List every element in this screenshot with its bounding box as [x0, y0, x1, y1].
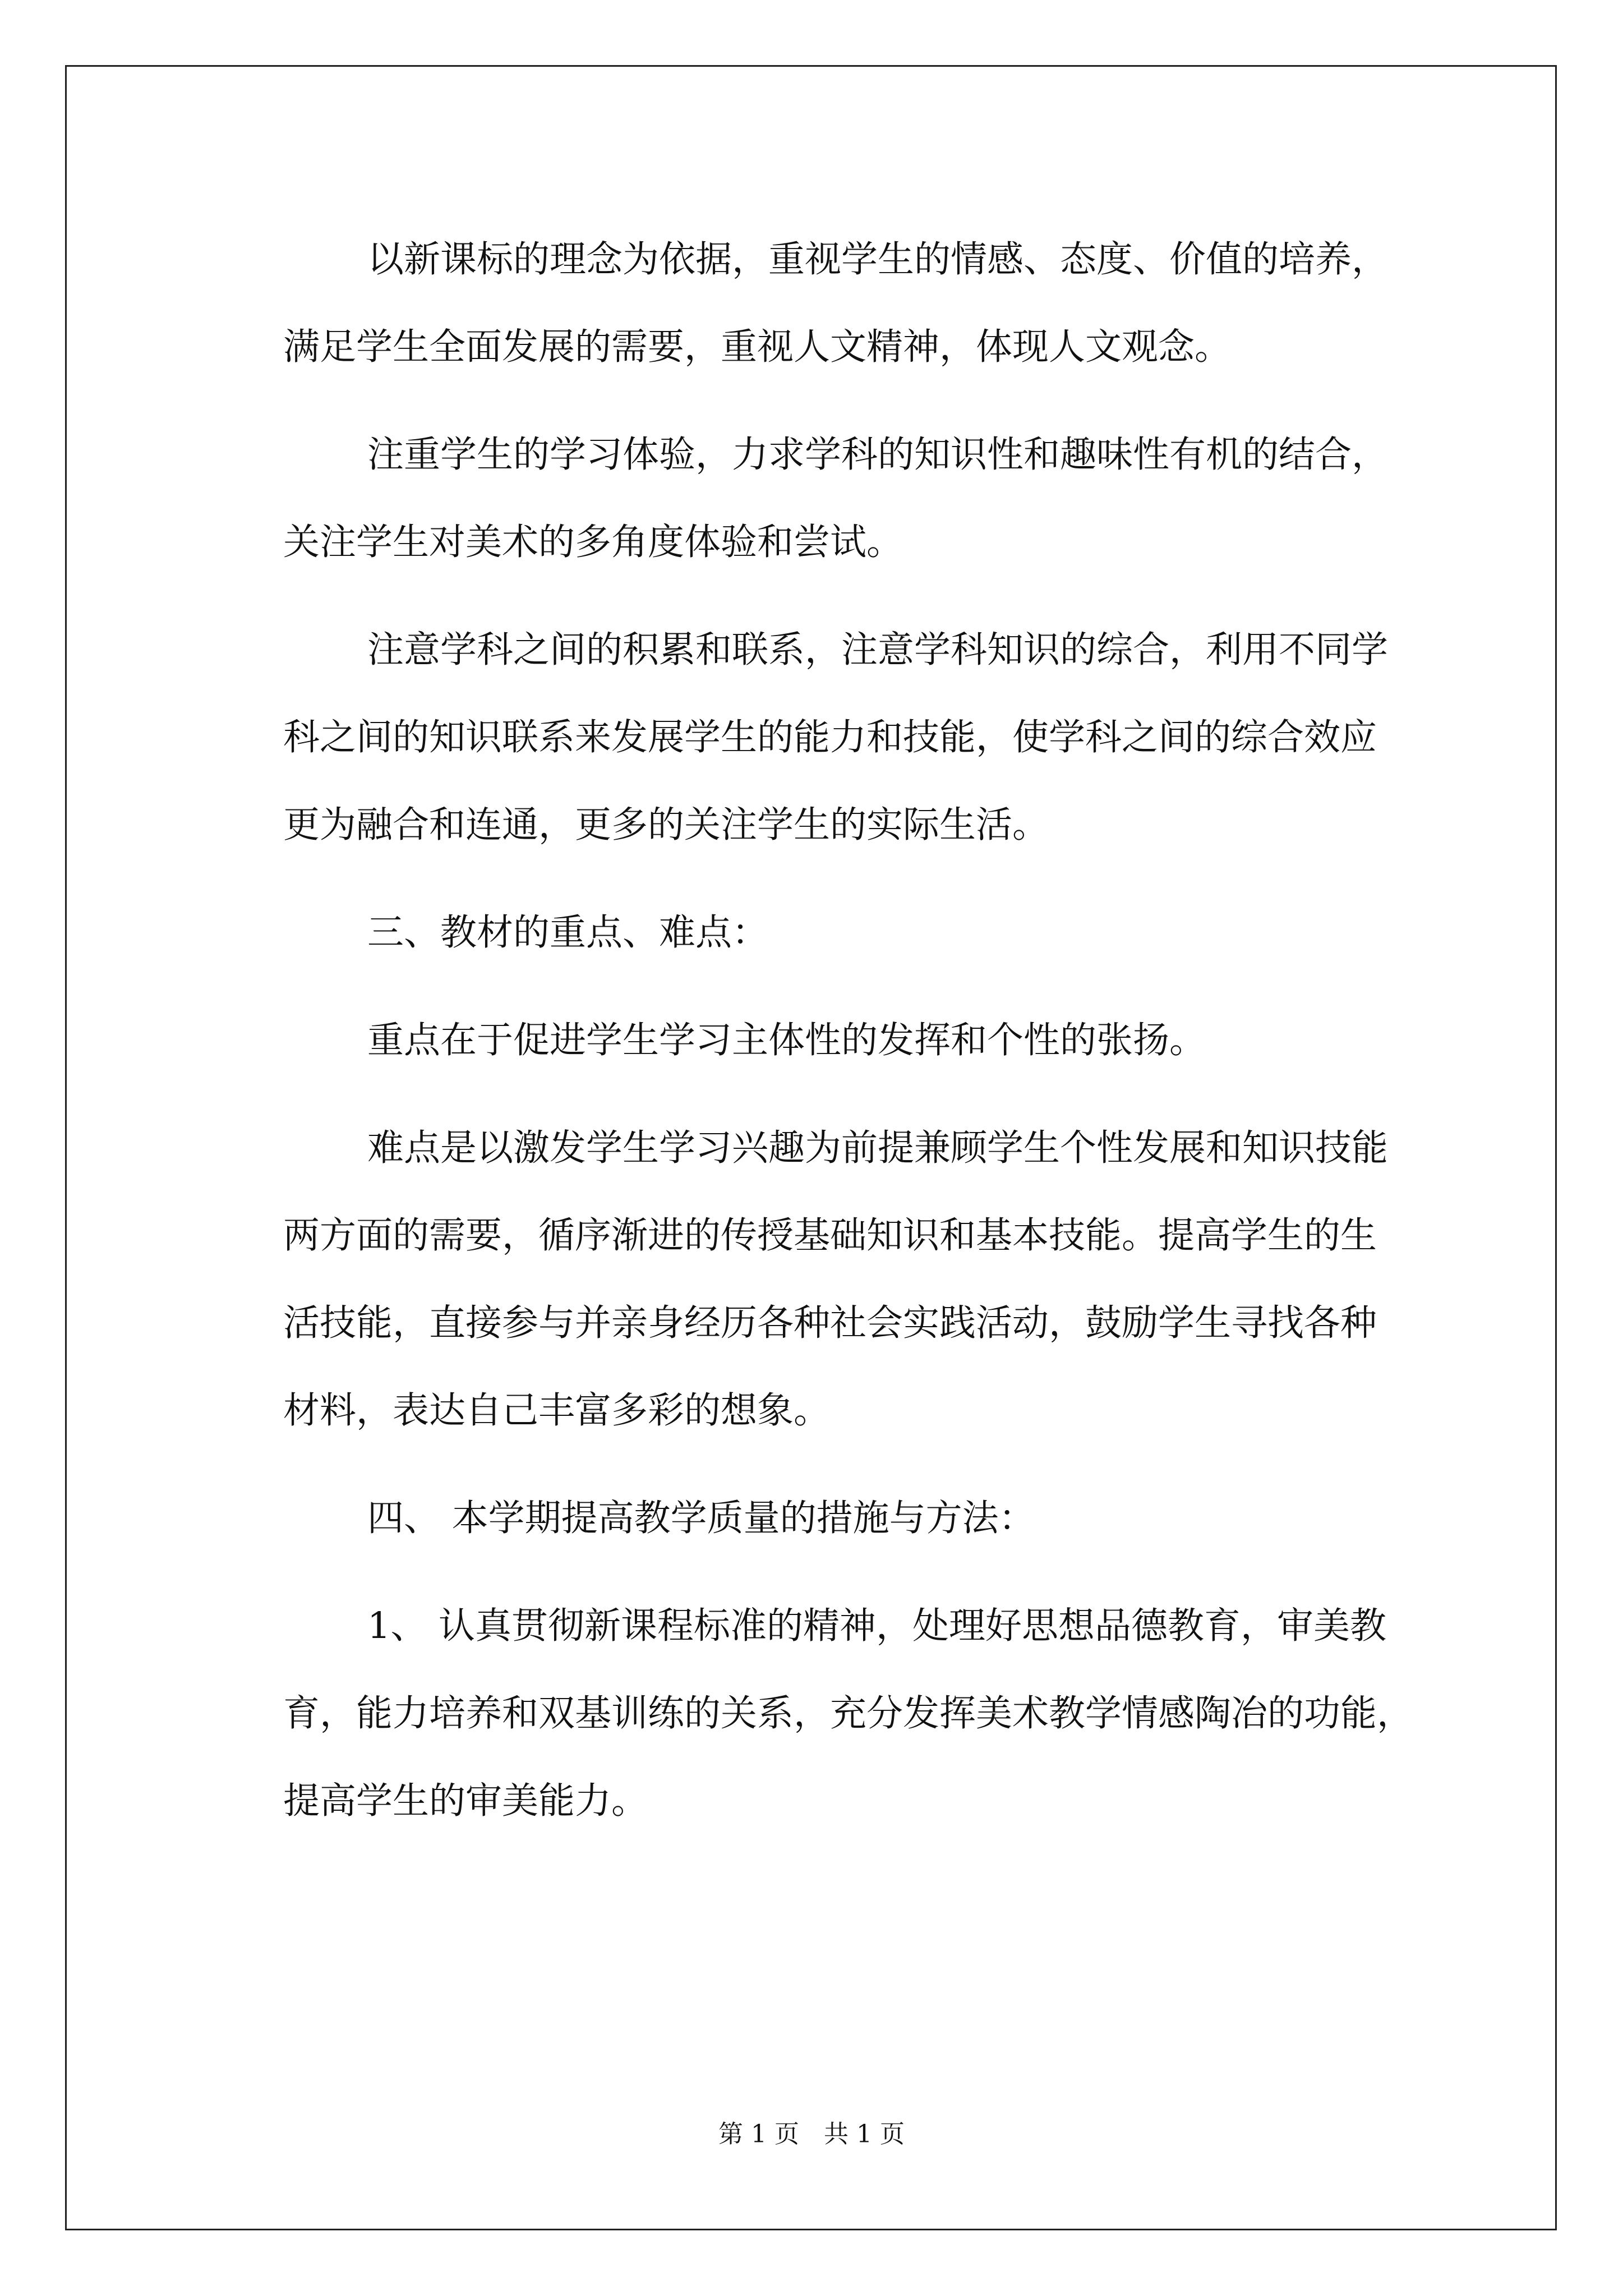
paragraph-difficulty: [199, 1105, 1427, 1455]
text-line: 更为融合和连通，更多的关注学生的实际生活。: [283, 804, 1049, 846]
heading-line: 四、 本学期提高教学质量的措施与方法：: [367, 1497, 1035, 1539]
section-heading-3: [199, 889, 1427, 977]
text-line: 育，能力培养和双基训练的关系，充分发挥美术教学情感陶冶的功能，: [283, 1692, 1414, 1734]
paragraph-2: [199, 411, 1427, 586]
text-line: 重点在于促进学生学习主体性的发挥和个性的张扬。: [367, 1019, 1206, 1061]
section-heading-4: [199, 1475, 1427, 1562]
paragraph-measure-1: [199, 1582, 1427, 1845]
text-line: 活技能，直接参与并亲身经历各种社会实践活动，鼓励学生寻找各种: [283, 1302, 1377, 1344]
paragraph-key-point: [199, 997, 1427, 1084]
text-line: 以新课标的理念为依据，重视学生的情感、态度、价值的培养，: [367, 238, 1389, 280]
text-line: 科之间的知识联系来发展学生的能力和技能，使学科之间的综合效应: [283, 716, 1377, 758]
text-line: 难点是以激发学生学习兴趣为前提兼顾学生个性发展和知识技能: [367, 1127, 1389, 1169]
text-line: 两方面的需要，循序渐进的传授基础知识和基本技能。提高学生的生: [283, 1214, 1377, 1257]
text-line: 1、 认真贯彻新课程标准的精神，处理好思想品德教育，审美教: [367, 1605, 1387, 1647]
paragraph-3: [199, 606, 1427, 869]
page-footer: 第 1 页 共 1 页: [718, 2120, 905, 2148]
text-line: 材料，表达自己丰富多彩的想象。: [283, 1389, 831, 1432]
text-line: 关注学生对美术的多角度体验和尝试。: [283, 521, 903, 563]
text-line: 注意学科之间的积累和联系，注意学科知识的综合，利用不同学: [367, 629, 1389, 671]
text-line: 注重学生的学习体验，力求学科的知识性和趣味性有机的结合，: [367, 434, 1389, 476]
text-line: 提高学生的审美能力。: [283, 1780, 648, 1822]
heading-line: 三、教材的重点、难点：: [367, 912, 769, 954]
paragraph-1: [199, 216, 1427, 391]
text-line: 满足学生全面发展的需要，重视人文精神，体现人文观念。: [283, 326, 1232, 368]
document-body: [199, 216, 1427, 1845]
